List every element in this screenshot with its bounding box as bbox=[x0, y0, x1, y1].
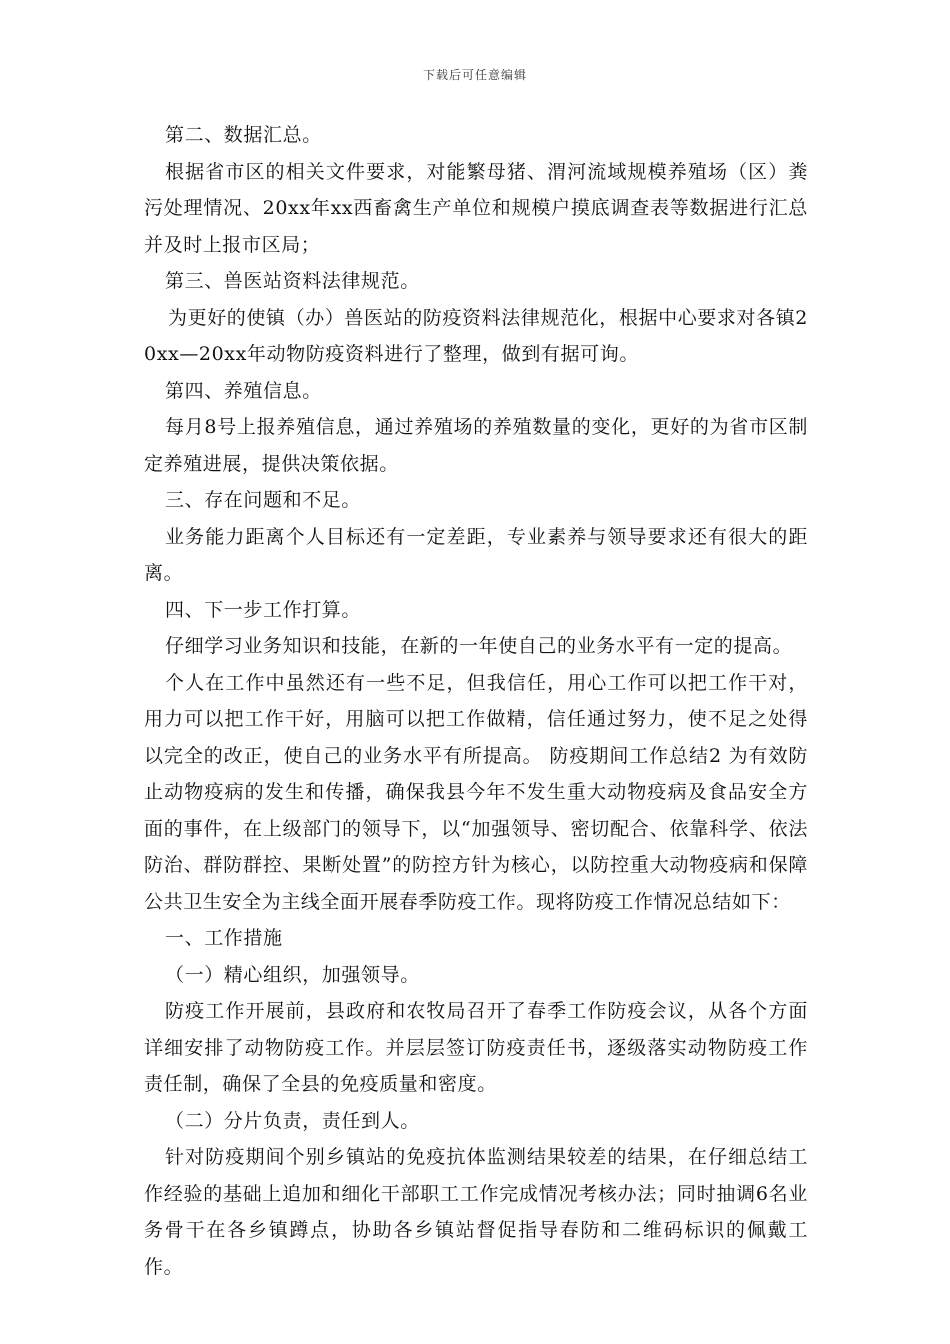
paragraph-problems-heading: 三、存在问题和不足。 bbox=[165, 489, 362, 511]
paragraph-data-summary-body: 根据省市区的相关文件要求，对能繁母猪、渭河流域规模养殖场（区）粪污处理情况、20xx年xx西畜禽生产单位和规模户摸底调查表等数据进行汇总并及时上报市区局； bbox=[144, 160, 808, 256]
paragraph-breeding-info-body: 每月8号上报养殖信息，通过养殖场的养殖数量的变化，更好的为省市区制定养殖进展，提供决策依据。 bbox=[144, 416, 808, 475]
paragraph-vet-station-heading: 第三、兽医站资料法律规范。 bbox=[165, 270, 420, 292]
paragraph-responsibility-body: 针对防疫期间个别乡镇站的免疫抗体监测结果较差的结果，在仔细总结工作经验的基础上追加和细化干部职工工作完成情况考核办法；同时抽调6名业务骨干在各乡镇蹲点，协助各乡镇站督促指导春防和二维码标识的佩戴工作。 bbox=[144, 1146, 808, 1278]
paragraph-breeding-info-heading: 第四、养殖信息。 bbox=[165, 379, 322, 402]
paragraph-next-steps-heading: 四、下一步工作打算。 bbox=[165, 598, 362, 621]
document-body bbox=[144, 117, 808, 1285]
paragraph-organize-heading: （一）精心组织，加强领导。 bbox=[165, 963, 420, 986]
paragraph-organize-body: 防疫工作开展前，县政府和农牧局召开了春季工作防疫会议，从各个方面详细安排了动物防疫工作。并层层签订防疫责任书，逐级落实动物防疫工作责任制，确保了全县的免疫质量和密度。 bbox=[144, 1000, 808, 1095]
paragraph-vet-station-body: 为更好的使镇（办）兽医站的防疫资料法律规范化，根据中心要求对各镇20xx—20xx年动物防疫资料进行了整理，做到有据可询。 bbox=[144, 306, 808, 365]
paragraph-measures-heading: 一、工作措施 bbox=[165, 927, 283, 949]
paragraph-summary-long: 个人在工作中虽然还有一些不足，但我信任，用心工作可以把工作干对，用力可以把工作干好，用脑可以把工作做精，信任通过努力，使不足之处得以完全的改正，使自己的业务水平有所提高。 防疫期间工作总结2 为有效防止动物疫病的发生和传播，确保我县今年不发生重大动物疫病及食品安全方面的事件，在上级部门的领导下，以“加强领导、密切配合、依靠科学、依法防治、群防群控、果断处置”的防控方针为核心，以防控重大动物疫病和保障公共卫生安全为主线全面开展春季防疫工作。现将防疫工作情况总结如下： bbox=[144, 671, 808, 913]
paragraph-data-summary-heading: 第二、数据汇总。 bbox=[165, 124, 322, 146]
page-header: 下载后可任意编辑 bbox=[422, 68, 527, 82]
paragraph-problems-body: 业务能力距离个人目标还有一定差距，专业素养与领导要求还有很大的距离。 bbox=[144, 525, 808, 584]
paragraph-next-steps-body: 仔细学习业务知识和技能，在新的一年使自己的业务水平有一定的提高。 bbox=[165, 635, 793, 657]
paragraph-responsibility-heading: （二）分片负责，责任到人。 bbox=[165, 1109, 420, 1132]
